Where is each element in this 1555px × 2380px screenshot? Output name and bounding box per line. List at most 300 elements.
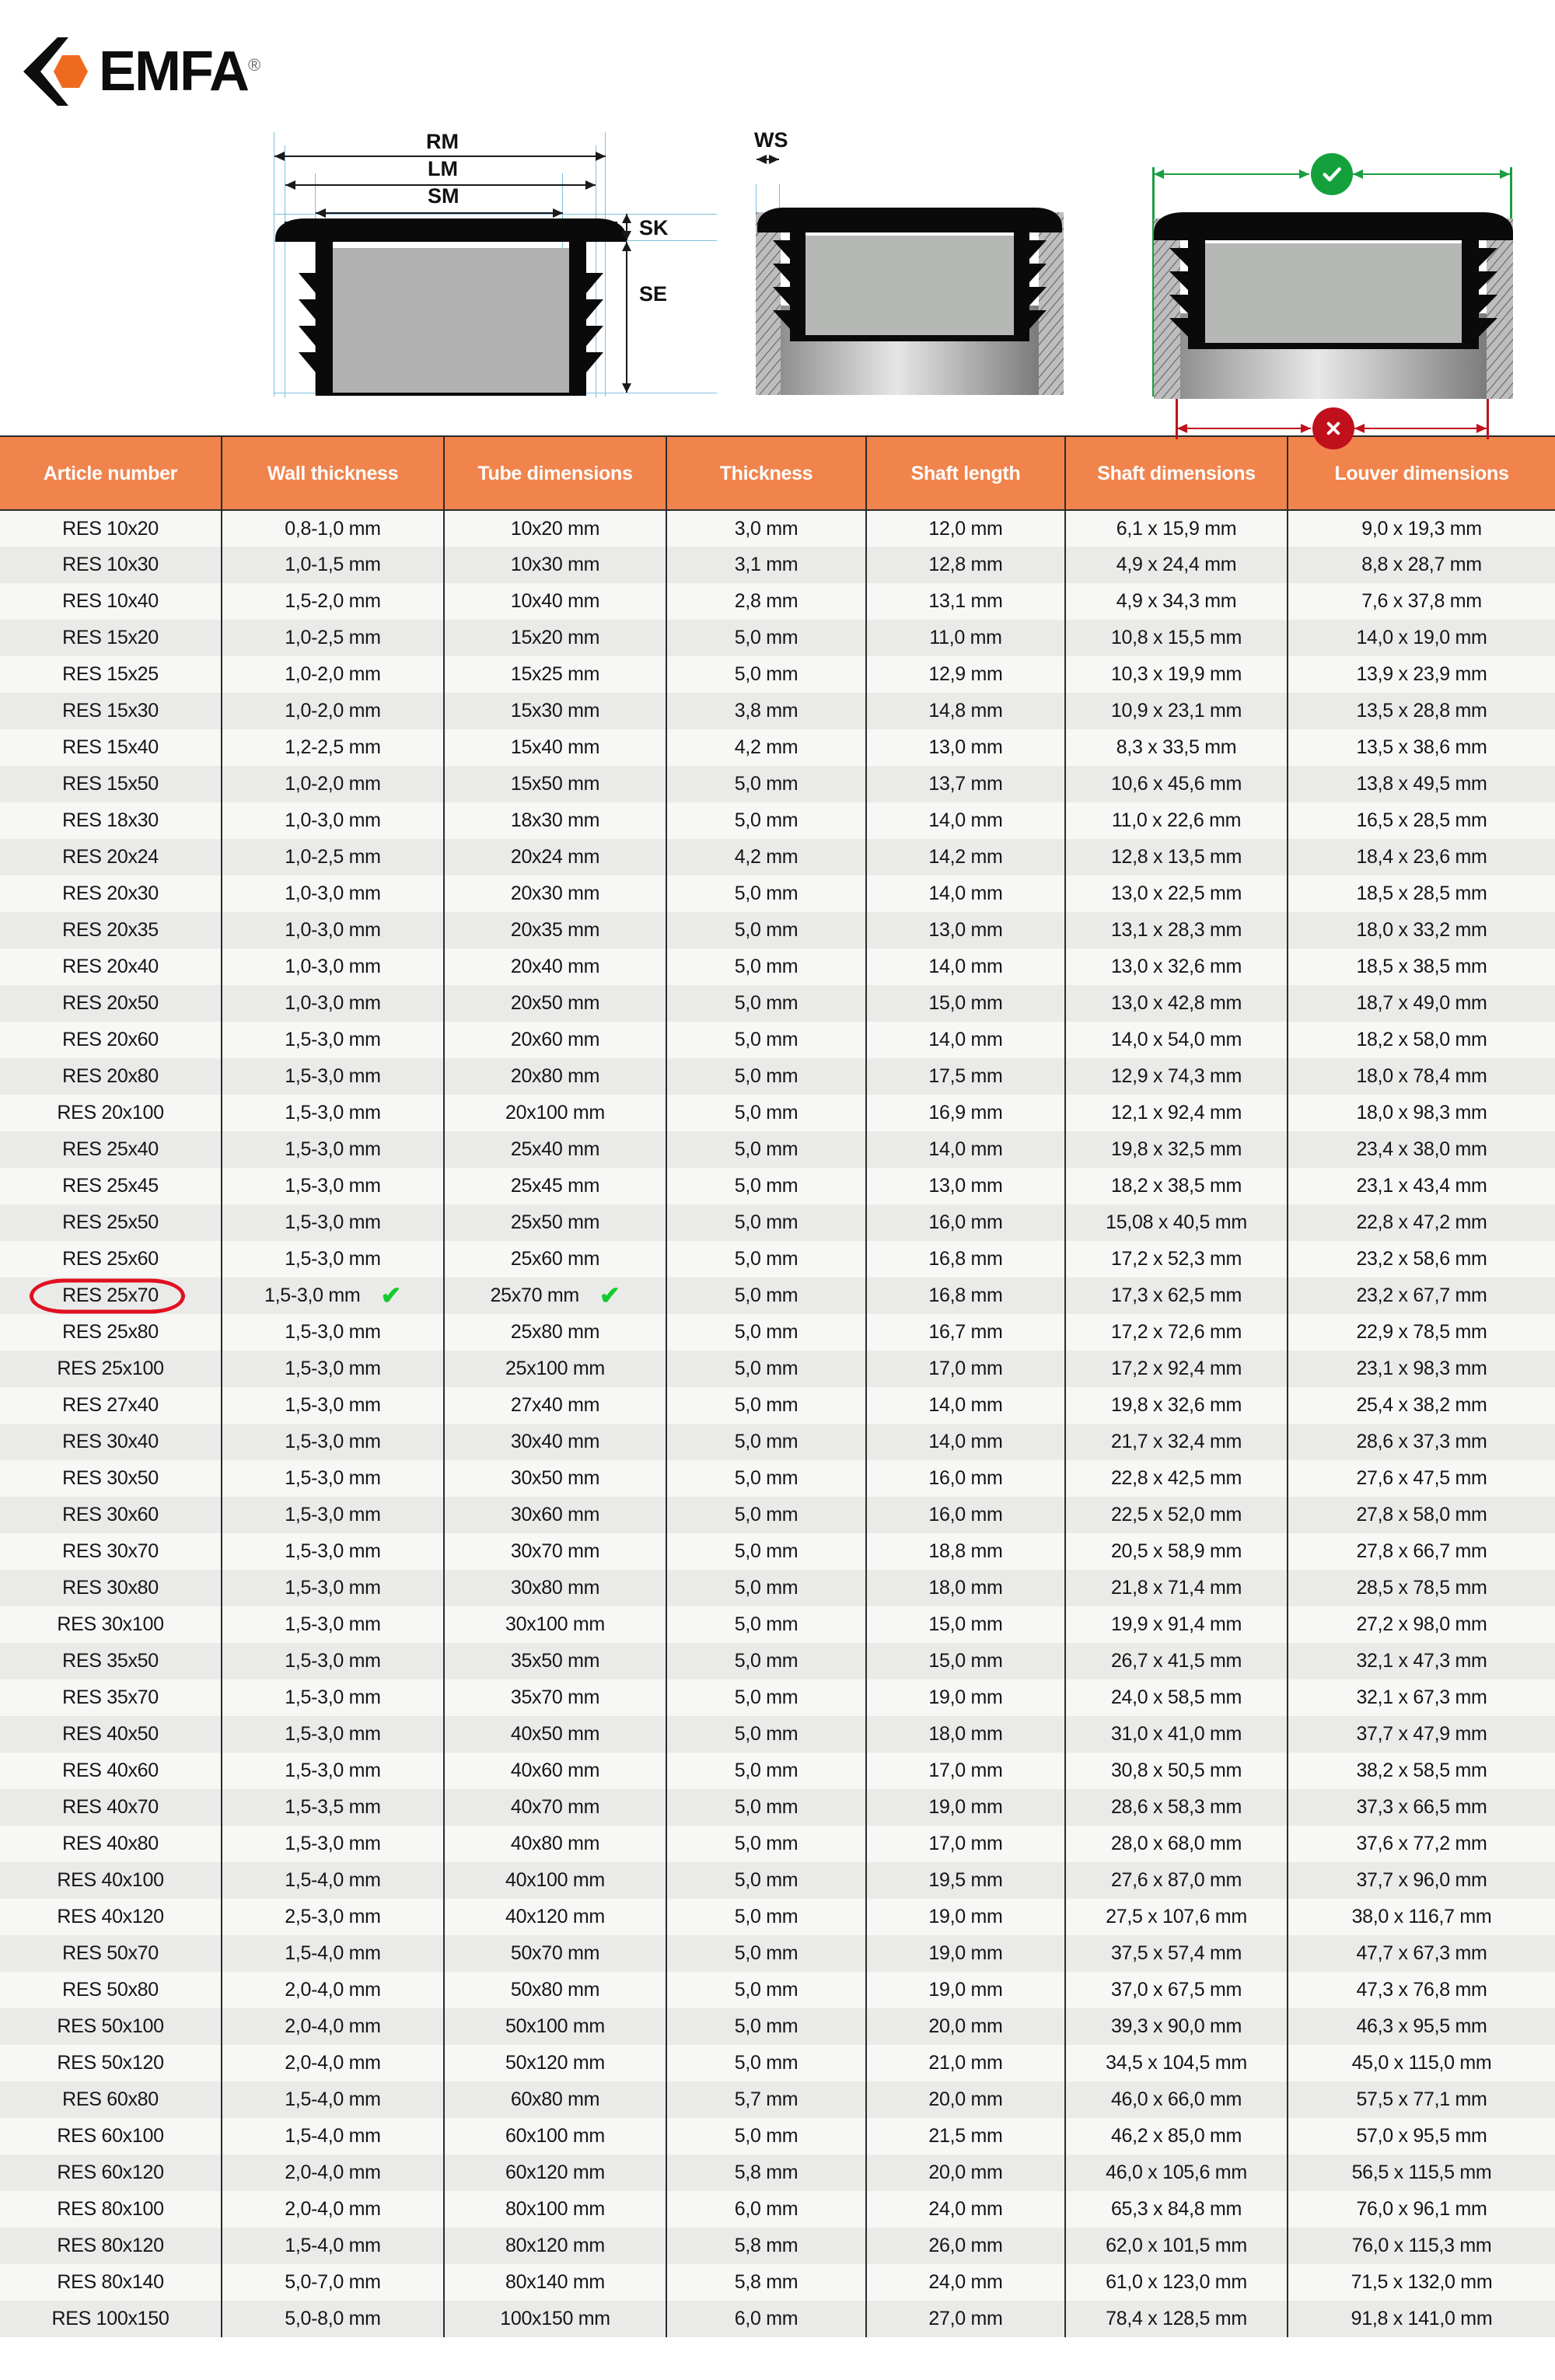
cell-louver-dimensions: 37,7 x 96,0 mm xyxy=(1356,1869,1487,1891)
cell-louver-dimensions: 14,0 x 19,0 mm xyxy=(1356,627,1487,648)
cell-shaft-length: 18,8 mm xyxy=(866,1533,1065,1570)
cell-article-number: RES 40x80 xyxy=(0,1826,222,1862)
cell-shaft-dimensions: 13,0 x 42,8 mm xyxy=(1065,985,1288,1022)
table-row xyxy=(0,2155,1555,2191)
cell-shaft-length: 24,0 mm xyxy=(866,2264,1065,2301)
table-row xyxy=(0,2008,1555,2045)
cell-wall-thickness: 1,5-3,0 mm xyxy=(222,1497,444,1533)
dimension-label-ws: WS xyxy=(754,128,788,152)
cell-shaft-length: 14,0 mm xyxy=(866,949,1065,985)
cell-wall-thickness: 1,5-3,0 mm xyxy=(222,1679,444,1716)
cell-tube-dimensions: 15x25 mm xyxy=(444,656,666,693)
cell-article-number: RES 25x100 xyxy=(0,1351,222,1387)
cell-article-number: RES 10x20 xyxy=(0,510,222,547)
cell-thickness: 5,8 mm xyxy=(666,2228,866,2264)
cell-tube-dimensions: 40x60 mm xyxy=(444,1753,666,1789)
table-row xyxy=(0,1899,1555,1935)
cell-louver-dimensions: 16,5 x 28,5 mm xyxy=(1356,809,1487,831)
table-row xyxy=(0,2045,1555,2081)
cell-shaft-dimensions: 11,0 x 22,6 mm xyxy=(1065,802,1288,839)
cell-shaft-dimensions: 30,8 x 50,5 mm xyxy=(1065,1753,1288,1789)
cell-article-number: RES 80x120 xyxy=(0,2228,222,2264)
cell-thickness: 5,0 mm xyxy=(666,1168,866,1204)
cell-article-number: RES 25x60 xyxy=(0,1241,222,1277)
cell-wall-thickness: 1,0-3,0 mm xyxy=(222,802,444,839)
cell-shaft-dimensions: 65,3 x 84,8 mm xyxy=(1065,2191,1288,2228)
cell-shaft-dimensions: 12,1 x 92,4 mm xyxy=(1065,1095,1288,1131)
cell-shaft-length: 21,0 mm xyxy=(866,2045,1065,2081)
table-row xyxy=(0,620,1555,656)
cell-shaft-dimensions: 46,0 x 105,6 mm xyxy=(1065,2155,1288,2191)
tube-with-plug-section xyxy=(746,181,1073,395)
cell-wall-thickness: 5,0-8,0 mm xyxy=(222,2301,444,2337)
cell-wall-thickness: 1,0-2,5 mm xyxy=(222,620,444,656)
cell-article-number: RES 25x70 xyxy=(0,1277,222,1314)
cell-article-number: RES 30x40 xyxy=(0,1424,222,1460)
cell-article-number: RES 15x40 xyxy=(0,729,222,766)
cell-thickness: 5,0 mm xyxy=(666,1533,866,1570)
cell-tube-dimensions: 10x40 mm xyxy=(444,583,666,620)
cell-shaft-dimensions: 10,3 x 19,9 mm xyxy=(1065,656,1288,693)
cell-article-number: RES 25x80 xyxy=(0,1314,222,1351)
cell-tube-dimensions: 40x80 mm xyxy=(444,1826,666,1862)
table-row xyxy=(0,1497,1555,1533)
table-row xyxy=(0,802,1555,839)
cell-shaft-dimensions: 19,8 x 32,6 mm xyxy=(1065,1387,1288,1424)
cell-shaft-length: 16,9 mm xyxy=(866,1095,1065,1131)
cell-louver-dimensions: 13,9 x 23,9 mm xyxy=(1356,663,1487,685)
table-row xyxy=(0,1753,1555,1789)
cell-tube-dimensions: 15x20 mm xyxy=(444,620,666,656)
cell-thickness: 5,0 mm xyxy=(666,1862,866,1899)
cell-tube-dimensions: 40x100 mm xyxy=(444,1862,666,1899)
fit-check-diagram xyxy=(1120,136,1555,435)
cell-article-number: RES 30x60 xyxy=(0,1497,222,1533)
cell-thickness: 5,0 mm xyxy=(666,1277,866,1314)
cell-wall-thickness: 1,0-3,0 mm xyxy=(222,949,444,985)
cell-article-number: RES 15x30 xyxy=(0,693,222,729)
cell-wall-thickness: 1,0-3,0 mm xyxy=(222,985,444,1022)
cell-louver-dimensions: 18,2 x 58,0 mm xyxy=(1356,1029,1487,1050)
cell-thickness: 5,0 mm xyxy=(666,1204,866,1241)
cell-shaft-length: 14,0 mm xyxy=(866,1131,1065,1168)
table-row xyxy=(0,1058,1555,1095)
table-row xyxy=(0,985,1555,1022)
cell-shaft-dimensions: 19,9 x 91,4 mm xyxy=(1065,1606,1288,1643)
table-row xyxy=(0,729,1555,766)
dimension-label-sm: SM xyxy=(428,184,460,208)
cell-shaft-dimensions: 37,5 x 57,4 mm xyxy=(1065,1935,1288,1972)
cell-wall-thickness: 2,0-4,0 mm xyxy=(222,2045,444,2081)
sk-arrow xyxy=(626,214,627,240)
se-arrow xyxy=(626,242,627,393)
cell-article-number: RES 15x25 xyxy=(0,656,222,693)
cell-tube-dimensions: 25x45 mm xyxy=(444,1168,666,1204)
cell-wall-thickness: 1,5-3,0 mm xyxy=(222,1387,444,1424)
table-row xyxy=(0,1460,1555,1497)
highlight-ellipse-annotation xyxy=(30,1278,185,1313)
cell-shaft-dimensions: 21,7 x 32,4 mm xyxy=(1065,1424,1288,1460)
cell-thickness: 5,0 mm xyxy=(666,1497,866,1533)
cell-louver-dimensions: 13,5 x 28,8 mm xyxy=(1356,700,1487,722)
cell-tube-dimensions: 20x24 mm xyxy=(444,839,666,875)
cell-louver-dimensions: 23,1 x 98,3 mm xyxy=(1356,1358,1487,1379)
cell-thickness: 5,0 mm xyxy=(666,766,866,802)
cell-louver-dimensions: 91,8 x 141,0 mm xyxy=(1351,2308,1493,2329)
cell-louver-dimensions: 56,5 x 115,5 mm xyxy=(1351,2162,1492,2183)
table-row xyxy=(0,1387,1555,1424)
cell-wall-thickness: 2,0-4,0 mm xyxy=(222,2191,444,2228)
cell-tube-dimensions: 50x70 mm xyxy=(444,1935,666,1972)
cell-tube-dimensions: 25x70 mm ✔ xyxy=(444,1277,666,1314)
cell-article-number: RES 20x35 xyxy=(0,912,222,949)
cell-wall-thickness: 1,0-1,5 mm xyxy=(222,547,444,583)
cell-thickness: 5,0 mm xyxy=(666,2045,866,2081)
cell-article-number: RES 15x20 xyxy=(0,620,222,656)
cell-louver-dimensions: 27,6 x 47,5 mm xyxy=(1356,1467,1487,1489)
cell-tube-dimensions: 20x80 mm xyxy=(444,1058,666,1095)
cell-tube-dimensions: 80x100 mm xyxy=(444,2191,666,2228)
cell-wall-thickness: 1,5-3,0 mm ✔ xyxy=(222,1277,444,1314)
column-header-shaft-dimensions: Shaft dimensions xyxy=(1065,437,1288,510)
cell-wall-thickness: 1,5-3,0 mm xyxy=(222,1753,444,1789)
cell-thickness: 5,0 mm xyxy=(666,1753,866,1789)
cell-thickness: 5,0 mm xyxy=(666,1972,866,2008)
cell-tube-dimensions: 30x80 mm xyxy=(444,1570,666,1606)
cell-thickness: 5,0 mm xyxy=(666,1022,866,1058)
cell-louver-dimensions: 18,5 x 38,5 mm xyxy=(1356,956,1487,977)
table-row xyxy=(0,1424,1555,1460)
cell-shaft-length: 14,0 mm xyxy=(866,875,1065,912)
cell-wall-thickness: 2,0-4,0 mm xyxy=(222,1972,444,2008)
cell-louver-dimensions: 37,7 x 47,9 mm xyxy=(1356,1723,1487,1745)
cell-louver-dimensions: 27,8 x 58,0 mm xyxy=(1356,1504,1487,1526)
cell-shaft-length: 14,0 mm xyxy=(866,1424,1065,1460)
cell-article-number: RES 80x100 xyxy=(0,2191,222,2228)
cell-tube-dimensions: 15x30 mm xyxy=(444,693,666,729)
cell-louver-dimensions: 28,5 x 78,5 mm xyxy=(1356,1577,1487,1599)
cell-louver-dimensions: 57,5 x 77,1 mm xyxy=(1356,2088,1487,2110)
cell-wall-thickness: 1,5-3,0 mm xyxy=(222,1058,444,1095)
table-row xyxy=(0,656,1555,693)
cell-wall-thickness: 1,5-3,0 mm xyxy=(222,1826,444,1862)
table-row xyxy=(0,1277,1555,1314)
cell-shaft-dimensions: 4,9 x 24,4 mm xyxy=(1065,547,1288,583)
cell-thickness: 6,0 mm xyxy=(666,2301,866,2337)
cell-thickness: 5,0 mm xyxy=(666,1679,866,1716)
cell-article-number: RES 20x40 xyxy=(0,949,222,985)
cell-shaft-length: 17,5 mm xyxy=(866,1058,1065,1095)
cell-article-number: RES 18x30 xyxy=(0,802,222,839)
emfa-logo xyxy=(23,37,259,106)
table-row xyxy=(0,1241,1555,1277)
specifications-table xyxy=(0,437,1555,2337)
cell-shaft-length: 18,0 mm xyxy=(866,1570,1065,1606)
cell-wall-thickness: 1,5-3,5 mm xyxy=(222,1789,444,1826)
cell-article-number: RES 25x45 xyxy=(0,1168,222,1204)
logo-mark-icon xyxy=(23,37,97,106)
cell-shaft-dimensions: 12,9 x 74,3 mm xyxy=(1065,1058,1288,1095)
cell-shaft-length: 16,7 mm xyxy=(866,1314,1065,1351)
table-row xyxy=(0,839,1555,875)
cell-louver-dimensions: 13,8 x 49,5 mm xyxy=(1356,773,1487,795)
cell-thickness: 5,0 mm xyxy=(666,2008,866,2045)
cell-louver-dimensions: 76,0 x 115,3 mm xyxy=(1351,2235,1492,2256)
cell-shaft-length: 20,0 mm xyxy=(866,2008,1065,2045)
cell-louver-dimensions: 27,8 x 66,7 mm xyxy=(1356,1540,1487,1562)
cell-shaft-length: 17,0 mm xyxy=(866,1753,1065,1789)
cell-thickness: 4,2 mm xyxy=(666,839,866,875)
cell-shaft-length: 12,8 mm xyxy=(866,547,1065,583)
cell-article-number: RES 100x150 xyxy=(0,2301,222,2337)
front-view-diagram xyxy=(0,130,723,435)
cell-louver-dimensions: 18,7 x 49,0 mm xyxy=(1356,992,1487,1014)
dimension-label-rm: RM xyxy=(426,130,459,153)
cell-article-number: RES 40x70 xyxy=(0,1789,222,1826)
table-row xyxy=(0,2081,1555,2118)
cell-wall-thickness: 1,5-3,0 mm xyxy=(222,1168,444,1204)
cell-shaft-length: 16,8 mm xyxy=(866,1241,1065,1277)
table-row xyxy=(0,1533,1555,1570)
cell-shaft-dimensions: 28,6 x 58,3 mm xyxy=(1065,1789,1288,1826)
cell-louver-dimensions: 22,9 x 78,5 mm xyxy=(1356,1321,1487,1343)
cell-tube-dimensions: 30x40 mm xyxy=(444,1424,666,1460)
cell-shaft-dimensions: 78,4 x 128,5 mm xyxy=(1065,2301,1288,2337)
cell-shaft-length: 21,5 mm xyxy=(866,2118,1065,2155)
cell-louver-dimensions: 76,0 x 96,1 mm xyxy=(1356,2198,1487,2220)
cell-thickness: 5,0 mm xyxy=(666,1716,866,1753)
cell-wall-thickness: 1,0-2,0 mm xyxy=(222,766,444,802)
cell-shaft-length: 20,0 mm xyxy=(866,2155,1065,2191)
cell-shaft-dimensions: 21,8 x 71,4 mm xyxy=(1065,1570,1288,1606)
cell-louver-dimensions: 32,1 x 67,3 mm xyxy=(1356,1686,1487,1708)
cell-article-number: RES 20x50 xyxy=(0,985,222,1022)
brand-name: EMFA® xyxy=(99,40,260,103)
page-header xyxy=(0,0,1555,136)
cell-shaft-length: 11,0 mm xyxy=(866,620,1065,656)
cell-louver-dimensions: 57,0 x 95,5 mm xyxy=(1356,2125,1487,2147)
table-row xyxy=(0,2228,1555,2264)
cell-article-number: RES 80x140 xyxy=(0,2264,222,2301)
cell-tube-dimensions: 60x120 mm xyxy=(444,2155,666,2191)
cell-shaft-dimensions: 19,8 x 32,5 mm xyxy=(1065,1131,1288,1168)
table-row xyxy=(0,1314,1555,1351)
table-row xyxy=(0,1972,1555,2008)
cell-louver-dimensions: 23,1 x 43,4 mm xyxy=(1356,1175,1487,1197)
cell-article-number: RES 60x100 xyxy=(0,2118,222,2155)
cell-thickness: 5,0 mm xyxy=(666,1570,866,1606)
cell-louver-dimensions: 28,6 x 37,3 mm xyxy=(1356,1431,1487,1452)
dimension-label-se: SE xyxy=(639,282,668,306)
cell-tube-dimensions: 40x70 mm xyxy=(444,1789,666,1826)
cell-wall-thickness: 1,5-3,0 mm xyxy=(222,1460,444,1497)
cell-tube-dimensions: 80x120 mm xyxy=(444,2228,666,2264)
cell-thickness: 3,0 mm xyxy=(666,510,866,547)
cell-wall-thickness: 1,5-4,0 mm xyxy=(222,1862,444,1899)
table-row xyxy=(0,2301,1555,2337)
table-row xyxy=(0,2191,1555,2228)
cell-wall-thickness: 1,5-3,0 mm xyxy=(222,1351,444,1387)
cell-tube-dimensions: 25x80 mm xyxy=(444,1314,666,1351)
cell-shaft-dimensions: 24,0 x 58,5 mm xyxy=(1065,1679,1288,1716)
cell-tube-dimensions: 50x80 mm xyxy=(444,1972,666,2008)
table-body xyxy=(0,510,1555,2337)
cell-thickness: 5,8 mm xyxy=(666,2155,866,2191)
cell-thickness: 3,8 mm xyxy=(666,693,866,729)
cell-shaft-length: 24,0 mm xyxy=(866,2191,1065,2228)
cell-wall-thickness: 1,5-2,0 mm xyxy=(222,583,444,620)
cell-wall-thickness: 1,5-4,0 mm xyxy=(222,2228,444,2264)
cell-shaft-dimensions: 27,5 x 107,6 mm xyxy=(1065,1899,1288,1935)
cell-thickness: 5,0 mm xyxy=(666,1314,866,1351)
cell-shaft-length: 14,0 mm xyxy=(866,802,1065,839)
cell-louver-dimensions: 18,0 x 33,2 mm xyxy=(1356,919,1487,941)
cell-wall-thickness: 5,0-7,0 mm xyxy=(222,2264,444,2301)
cell-louver-dimensions: 46,3 x 95,5 mm xyxy=(1356,2015,1487,2037)
cell-shaft-dimensions: 22,8 x 42,5 mm xyxy=(1065,1460,1288,1497)
cell-thickness: 5,0 mm xyxy=(666,620,866,656)
cell-thickness: 5,0 mm xyxy=(666,1095,866,1131)
table-row xyxy=(0,693,1555,729)
cell-louver-dimensions: 23,4 x 38,0 mm xyxy=(1356,1138,1487,1160)
column-header-tube-dimensions: Tube dimensions xyxy=(444,437,666,510)
dimension-label-sk: SK xyxy=(639,216,669,239)
cell-shaft-length: 13,0 mm xyxy=(866,729,1065,766)
cell-shaft-dimensions: 22,5 x 52,0 mm xyxy=(1065,1497,1288,1533)
table-row xyxy=(0,547,1555,583)
cell-thickness: 5,0 mm xyxy=(666,1131,866,1168)
cell-shaft-dimensions: 27,6 x 87,0 mm xyxy=(1065,1862,1288,1899)
cell-article-number: RES 30x70 xyxy=(0,1533,222,1570)
cell-shaft-dimensions: 34,5 x 104,5 mm xyxy=(1065,2045,1288,2081)
cell-tube-dimensions: 27x40 mm xyxy=(444,1387,666,1424)
cell-tube-dimensions: 35x50 mm xyxy=(444,1643,666,1679)
cell-wall-thickness: 1,0-3,0 mm xyxy=(222,912,444,949)
cell-louver-dimensions: 47,3 x 76,8 mm xyxy=(1356,1979,1487,2001)
cell-louver-dimensions: 32,1 x 47,3 mm xyxy=(1356,1650,1487,1672)
cell-tube-dimensions: 20x100 mm xyxy=(444,1095,666,1131)
cell-article-number: RES 40x50 xyxy=(0,1716,222,1753)
cell-shaft-length: 19,0 mm xyxy=(866,1679,1065,1716)
dimension-label-lm: LM xyxy=(428,157,458,180)
cell-wall-thickness: 2,0-4,0 mm xyxy=(222,2155,444,2191)
cell-tube-dimensions: 10x20 mm xyxy=(444,510,666,547)
cell-wall-thickness: 1,0-2,5 mm xyxy=(222,839,444,875)
column-header-article-number: Article number xyxy=(0,437,222,510)
cell-shaft-dimensions: 12,8 x 13,5 mm xyxy=(1065,839,1288,875)
cell-tube-dimensions: 60x80 mm xyxy=(444,2081,666,2118)
cell-shaft-dimensions: 61,0 x 123,0 mm xyxy=(1065,2264,1288,2301)
cell-louver-dimensions: 47,7 x 67,3 mm xyxy=(1356,1942,1487,1964)
plug-cross-section xyxy=(264,212,638,399)
cell-thickness: 5,0 mm xyxy=(666,1935,866,1972)
cell-wall-thickness: 0,8-1,0 mm xyxy=(222,510,444,547)
cell-thickness: 5,0 mm xyxy=(666,875,866,912)
cell-louver-dimensions: 23,2 x 58,6 mm xyxy=(1356,1248,1487,1270)
table-header-row xyxy=(0,437,1555,510)
cell-thickness: 5,0 mm xyxy=(666,1643,866,1679)
cell-shaft-length: 19,0 mm xyxy=(866,1899,1065,1935)
oversized-plug-section xyxy=(1143,181,1524,399)
cell-shaft-dimensions: 10,9 x 23,1 mm xyxy=(1065,693,1288,729)
cell-wall-thickness: 1,5-4,0 mm xyxy=(222,1935,444,1972)
table-row xyxy=(0,1131,1555,1168)
cell-article-number: RES 50x70 xyxy=(0,1935,222,1972)
cell-article-number: RES 50x120 xyxy=(0,2045,222,2081)
table-row xyxy=(0,2264,1555,2301)
cell-tube-dimensions: 20x40 mm xyxy=(444,949,666,985)
cell-shaft-length: 19,0 mm xyxy=(866,1972,1065,2008)
cell-shaft-dimensions: 13,0 x 22,5 mm xyxy=(1065,875,1288,912)
cell-shaft-dimensions: 13,0 x 32,6 mm xyxy=(1065,949,1288,985)
cell-shaft-dimensions: 17,2 x 52,3 mm xyxy=(1065,1241,1288,1277)
cell-wall-thickness: 1,2-2,5 mm xyxy=(222,729,444,766)
cell-tube-dimensions: 25x100 mm xyxy=(444,1351,666,1387)
technical-diagrams xyxy=(0,128,1555,435)
cell-shaft-dimensions: 46,2 x 85,0 mm xyxy=(1065,2118,1288,2155)
cell-shaft-dimensions: 46,0 x 66,0 mm xyxy=(1065,2081,1288,2118)
table-row xyxy=(0,1168,1555,1204)
cell-shaft-dimensions: 17,2 x 92,4 mm xyxy=(1065,1351,1288,1387)
table-row xyxy=(0,1679,1555,1716)
table-row xyxy=(0,949,1555,985)
cell-wall-thickness: 1,5-3,0 mm xyxy=(222,1533,444,1570)
inner-dimension-arrow-left xyxy=(1177,428,1311,429)
cell-thickness: 5,0 mm xyxy=(666,1899,866,1935)
cell-thickness: 5,0 mm xyxy=(666,1606,866,1643)
column-header-wall-thickness: Wall thickness xyxy=(222,437,444,510)
table-row xyxy=(0,912,1555,949)
cell-wall-thickness: 1,5-3,0 mm xyxy=(222,1095,444,1131)
cell-shaft-length: 12,0 mm xyxy=(866,510,1065,547)
cell-wall-thickness: 1,5-3,0 mm xyxy=(222,1716,444,1753)
cell-shaft-dimensions: 15,08 x 40,5 mm xyxy=(1065,1204,1288,1241)
table-row xyxy=(0,1022,1555,1058)
cell-thickness: 5,0 mm xyxy=(666,656,866,693)
cell-shaft-length: 14,0 mm xyxy=(866,1022,1065,1058)
cell-article-number: RES 20x30 xyxy=(0,875,222,912)
cell-article-number: RES 25x50 xyxy=(0,1204,222,1241)
specifications-table-container xyxy=(0,435,1555,2337)
cell-shaft-length: 14,0 mm xyxy=(866,1387,1065,1424)
cell-shaft-dimensions: 6,1 x 15,9 mm xyxy=(1065,510,1288,547)
table-row xyxy=(0,875,1555,912)
cell-louver-dimensions: 18,5 x 28,5 mm xyxy=(1356,882,1487,904)
cell-tube-dimensions: 25x60 mm xyxy=(444,1241,666,1277)
cell-shaft-length: 27,0 mm xyxy=(866,2301,1065,2337)
cell-thickness: 5,0 mm xyxy=(666,912,866,949)
cell-tube-dimensions: 60x100 mm xyxy=(444,2118,666,2155)
cell-thickness: 5,0 mm xyxy=(666,1789,866,1826)
cell-thickness: 5,0 mm xyxy=(666,2118,866,2155)
cell-article-number: RES 10x40 xyxy=(0,583,222,620)
cell-shaft-length: 16,0 mm xyxy=(866,1204,1065,1241)
cell-article-number: RES 50x80 xyxy=(0,1972,222,2008)
table-header xyxy=(0,437,1555,510)
cell-louver-dimensions: 18,4 x 23,6 mm xyxy=(1356,846,1487,868)
cell-article-number: RES 40x120 xyxy=(0,1899,222,1935)
cell-wall-thickness: 1,0-3,0 mm xyxy=(222,875,444,912)
cell-thickness: 5,0 mm xyxy=(666,1241,866,1277)
cell-shaft-length: 16,0 mm xyxy=(866,1497,1065,1533)
cell-wall-thickness: 1,5-3,0 mm xyxy=(222,1241,444,1277)
cell-thickness: 5,0 mm xyxy=(666,1424,866,1460)
cell-shaft-length: 19,0 mm xyxy=(866,1789,1065,1826)
cell-louver-dimensions: 18,0 x 78,4 mm xyxy=(1356,1065,1487,1087)
cell-shaft-dimensions: 14,0 x 54,0 mm xyxy=(1065,1022,1288,1058)
table-row xyxy=(0,1570,1555,1606)
cell-thickness: 5,0 mm xyxy=(666,1058,866,1095)
